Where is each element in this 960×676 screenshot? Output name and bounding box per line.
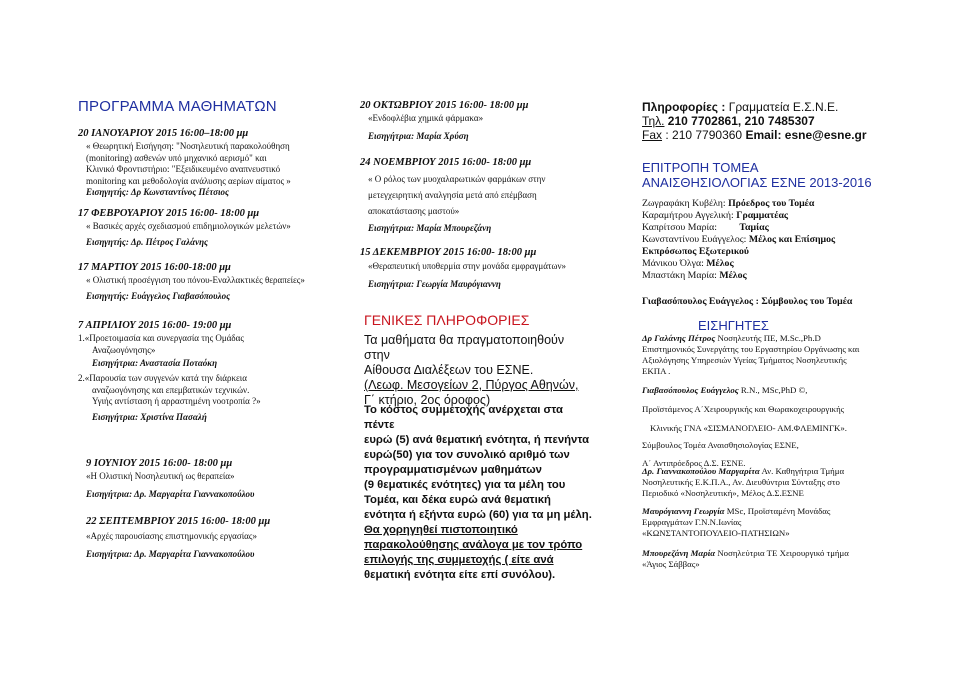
- bio-line: «Άγιος Σάββας»: [642, 559, 700, 569]
- session-topic: « Βασικές αρχές σχεδιασμού επιδημιολογικών μελετών»: [86, 221, 291, 231]
- session-nov: [360, 157, 592, 233]
- session-jun: [78, 458, 306, 499]
- tel-value: 210 7702861, 210 7485307: [664, 114, 815, 128]
- cost-line: ευρώ (5) ανά θεματική ενότητα, ή πενήντα: [364, 434, 590, 446]
- cost-line: (9 θεματικές ενότητες) για τα μέλη του: [364, 479, 566, 491]
- member-row: [642, 270, 874, 282]
- bio-line: «ΚΩΝΣΤΑΝΤΟΠΟΥΛΕΙΟ-ΠΑΤΗΣΙΩΝ»: [642, 528, 790, 538]
- venue-line: Αίθουσα Διαλέξεων του ΕΣΝΕ.: [364, 363, 534, 377]
- tel-line: [642, 114, 874, 128]
- committee-title: [642, 160, 874, 190]
- session-mar: [78, 262, 306, 301]
- cost-line: θεματική ενότητα είτε επί συνόλου).: [364, 569, 556, 581]
- session-speaker: Εισηγήτρια: Μαρία Μπουρεζάνη: [368, 223, 492, 233]
- session-jan: [78, 128, 306, 197]
- member-row: [642, 296, 874, 308]
- bio-line: [642, 384, 874, 397]
- topic-line: « Θεωρητική Εισήγηση: "Νοσηλευτική παρακολούθηση: [86, 141, 290, 151]
- session-speaker: Εισηγήτρια: Μαρία Χρύση: [368, 130, 469, 141]
- speaker-name: Γιαβασόπουλος Ευάγγελος: [642, 385, 739, 395]
- session-speaker: Εισηγήτρια: Αναστασία Ποταόκη: [92, 358, 218, 368]
- cost-line: ευρώ(50) για τον συνολικό αριθμό των: [364, 449, 570, 461]
- speaker-bio-galanis: [642, 333, 874, 377]
- member-row: [642, 210, 874, 222]
- fax-value: : 210 7790360: [662, 128, 746, 142]
- session-topic: « Ολιστική προσέγγιση του πόνου-Εναλλακτικές θεραπείες»: [86, 275, 305, 285]
- bio-line: Σύμβουλος Τομέα Αναισθησιολογίας ΕΣΝΕ,: [642, 440, 799, 450]
- committee-title-line: ΑΝΑΙΣΘΗΣΙΟΛΟΓΙΑΣ ΕΣΝΕ 2013-2016: [642, 175, 872, 190]
- member-name: Κωνσταντίνου Ευάγγελος:: [642, 234, 749, 245]
- speaker-name: Μαυρόγιαννη Γεωργία: [642, 506, 725, 516]
- session-date: 20 ΟΚΤΩΒΡΙΟΥ 2015 16:00- 18:00 μμ: [360, 100, 529, 111]
- member-role: Γραμματέας: [736, 210, 789, 221]
- bio-line: [642, 333, 874, 344]
- cost-line: επιλογής της συμμετοχής ( είτε ανά: [364, 554, 554, 566]
- topic-line: « Ο ρόλος των μυοχαλαρωτικών φαρμάκων στην: [368, 174, 546, 184]
- topic-line: Υγιής αντίσταση ή αρραστημένη νοοτροπία ?»: [92, 396, 261, 406]
- session-dec: [360, 247, 592, 289]
- cost-line: ενότητα ή εξήντα ευρώ (60) για τα μη μέλη.: [364, 509, 592, 521]
- topic-line: 1.«Προετοιμασία και συνεργασία της Ομάδας: [78, 333, 244, 343]
- member-name: Καραμήτρου Αγγελική:: [642, 210, 737, 221]
- info-value: Γραμματεία Ε.Σ.Ν.Ε.: [725, 100, 839, 114]
- member-name: Ζωγραφάκη Κυβέλη:: [642, 198, 729, 209]
- session-topic: «Η Ολιστική Νοσηλευτική ως θεραπεία»: [86, 471, 235, 481]
- member-role: Εκπρόσωπος Εξωτερικού: [642, 246, 750, 257]
- member-name: Γιαβασόπουλος Ευάγγελος :: [642, 296, 762, 307]
- tel-label: Τηλ.: [642, 114, 665, 128]
- session-topic: [78, 333, 306, 356]
- member-name: Μάνικου Όλγα:: [642, 258, 707, 269]
- bio-line: Κλινικής ΓΝΑ «ΣΙΣΜΑΝΟΓΛΕΙΟ- ΑΜ.ΦΛΕΜΙΝΓΚ».: [650, 423, 847, 433]
- session-apr: [78, 320, 306, 422]
- topic-line: Αναζωογόνησης»: [92, 344, 156, 355]
- program-title: ΠΡΟΓΡΑΜΜΑ ΜΑΘΗΜΑΤΩΝ: [78, 98, 277, 115]
- session-speaker: Εισηγητής: Δρ Κωνσταντίνος Πέτσιος: [86, 187, 229, 197]
- info-line: [642, 100, 874, 114]
- session-topic: [360, 171, 592, 219]
- contact-block: [642, 100, 874, 142]
- bio-text: MSc, Προϊσταμένη Μονάδας: [724, 506, 831, 516]
- session-date: 24 ΝΟΕΜΒΡΙΟΥ 2015 16:00- 18:00 μμ: [360, 157, 532, 168]
- bio-text: R.N., MSc,PhD ©,: [738, 385, 808, 395]
- session-topic: «Θεραπευτική υποθερμία στην μονάδα εμφραγμάτων»: [368, 261, 567, 271]
- cost-line: Το κόστος συμμετοχής ανέρχεται στα πέντε: [364, 404, 563, 431]
- venue-line: (Λεωφ. Μεσογείων 2, Πύργος Αθηνών,: [364, 378, 579, 392]
- member-row: [642, 222, 874, 234]
- bio-line: [642, 548, 874, 559]
- speaker-name: Δρ. Γιαννακοπούλου Μαργαρίτα: [642, 466, 760, 476]
- session-topic: [78, 373, 306, 408]
- session-date: 15 ΔΕΚΕΜΒΡΙΟΥ 2015 16:00- 18:00 μμ: [360, 247, 537, 258]
- session-date: 22 ΣΕΠΤΕΜΒΡΙΟΥ 2015 16:00- 18:00 μμ: [86, 516, 271, 527]
- session-speaker: Εισηγητής: Ευάγγελος Γιαβασόπουλος: [86, 290, 231, 301]
- session-speaker: Εισηγήτρια: Γεωργία Μαυρόγιαννη: [368, 278, 501, 289]
- cost-line: προγραμματισμένων μαθημάτων: [364, 464, 542, 476]
- info-label: Πληροφορίες :: [642, 100, 726, 114]
- venue-line: Γ΄ κτήριο, 2ος όροφος): [364, 393, 491, 407]
- bio-text: Αν. Καθηγήτρια Τμήμα: [759, 466, 845, 476]
- bio-line: Α΄ Αντιπρόεδρος Δ.Σ. ΕΣΝΕ.: [642, 458, 746, 468]
- bio-line: Αξιολόγησης Υπηρεσιών Υγείας Τμήματος Νοσηλευτικής: [642, 355, 847, 365]
- topic-line: (monitoring) ασθενών υπό μηχανικό αερισμό" και: [86, 152, 267, 163]
- topic-line: μετεγχειρητική αναλγησία μετά από επέμβαση: [368, 190, 537, 200]
- session-sep: [78, 516, 306, 559]
- email-link[interactable]: Email: esne@esne.gr: [745, 128, 867, 142]
- speaker-name: Δρ Γαλάνης Πέτρος: [642, 333, 716, 343]
- topic-line: Κλινικό Φροντιστήριο: "Εξειδικευμένο αναπνευστικό: [86, 164, 281, 174]
- bio-line: Επιστημονικός Συνεργάτης του Εργαστηρίου Οργάνωσης και: [642, 344, 860, 354]
- speaker-bio-mavrogianni: [642, 506, 874, 539]
- session-speaker: Εισηγήτρια: Δρ. Μαργαρίτα Γιαννακοπούλου: [86, 488, 255, 499]
- session-date: 7 ΑΠΡΙΛΙΟΥ 2015 16:00- 19:00 μμ: [78, 320, 232, 331]
- venue-line: Τα μαθήματα θα πραγματοποιηθούν στην: [364, 333, 565, 362]
- bio-line: [642, 466, 874, 477]
- member-row: [642, 198, 874, 210]
- cost-line: Τομέα, και δέκα ευρώ ανά θεματική: [364, 494, 551, 506]
- bio-line: Περιοδικό «Νοσηλευτική», Μέλος Δ.Σ.ΕΣΝΕ: [642, 488, 804, 498]
- speaker-bio-bourezani: [642, 548, 874, 570]
- general-info-title: ΓΕΝΙΚΕΣ ΠΛΗΡΟΦΟΡΙΕΣ: [364, 312, 530, 328]
- member-row: [642, 234, 874, 246]
- session-date: 17 ΜΑΡΤΙΟΥ 2015 16:00-18:00 μμ: [78, 262, 231, 273]
- committee-title-line: ΕΠΙΤΡΟΠΗ ΤΟΜΕΑ: [642, 160, 759, 175]
- topic-line: αναζωογόνησης και επεμβατικών τεχνικών.: [92, 384, 250, 395]
- member-row: [642, 258, 874, 270]
- session-date: 20 ΙΑΝΟΥΑΡΙΟΥ 2015 16:00–18:00 μμ: [78, 128, 249, 139]
- session-speaker: Εισηγήτρια: Χριστίνα Πασαλή: [92, 411, 207, 422]
- bio-line: ΕΚΠΑ .: [642, 366, 671, 376]
- fax-label: Fax: [642, 128, 663, 142]
- speaker-bio-giavasopoulos: [642, 384, 874, 470]
- cost-line: Θα χορηγηθεί πιστοποιητικό: [364, 524, 518, 536]
- member-role: Μέλος: [719, 270, 747, 281]
- bio-line: [642, 506, 874, 517]
- session-topic: «Αρχές παρουσίασης επιστημονικής εργασίας»: [86, 531, 257, 541]
- member-role: Μέλος και Επίσημος: [748, 234, 836, 245]
- topic-line: monitoring και μεθοδολογία ανάλυσης αερίων αίματος »: [86, 175, 291, 186]
- speakers-title: ΕΙΣΗΓΗΤΕΣ: [698, 318, 769, 333]
- member-name: Καπρίτσου Μαρία:: [642, 222, 720, 233]
- session-topic: [78, 141, 306, 187]
- fax-line: [642, 128, 874, 142]
- member-role: Μέλος: [706, 258, 734, 269]
- cost-text: [364, 403, 592, 583]
- member-name: Μπαστάκη Μαρία:: [642, 270, 720, 281]
- bio-text: Νοσηλευτής ΠΕ, M.Sc.,Ph.D: [715, 333, 821, 343]
- session-date: 9 ΙΟΥΝΙΟΥ 2015 16:00- 18:00 μμ: [86, 458, 233, 469]
- topic-line: αποκατάστασης μαστού»: [368, 206, 460, 216]
- member-role: Ταμίας: [739, 222, 769, 233]
- bio-line: Προϊστάμενος Α΄Χειρουργικής και Θωρακοχειρουργικής: [642, 404, 845, 414]
- venue-text: [364, 333, 592, 408]
- session-feb: [78, 208, 306, 247]
- member-role: Σύμβουλος του Τομέα: [761, 296, 853, 307]
- bio-line: Εμφραγμάτων Γ.Ν.Ν.Ιωνίας: [642, 517, 742, 527]
- session-speaker: Εισηγητής: Δρ. Πέτρος Γαλάνης: [86, 236, 209, 247]
- session-date: 17 ΦΕΒΡΟΥΑΡΙΟΥ 2015 16:00- 18:00 μμ: [78, 208, 260, 219]
- speaker-name: Μπουρεζάνη Μαρία: [642, 548, 716, 558]
- session-topic: «Ενδοφλέβια χημικά φάρμακα»: [368, 113, 484, 123]
- member-role: Πρόεδρος του Τομέα: [728, 198, 815, 209]
- topic-line: 2.«Παρουσία των συγγενών κατά την διάρκεια: [78, 373, 247, 383]
- cost-line: παρακολούθησης ανάλογα με τον τρόπο: [364, 539, 583, 551]
- session-speaker: Εισηγήτρια: Δρ. Μαργαρίτα Γιαννακοπούλου: [86, 548, 255, 559]
- session-oct: [360, 100, 592, 141]
- bio-text: Νοσηλεύτρια ΤΕ Χειρουργικό τμήμα: [715, 548, 849, 558]
- bio-line: Νοσηλευτικής Ε.Κ.Π.Α., Αν. Διευθύντρια Σύνταξης στο: [642, 477, 840, 487]
- committee-members: [642, 198, 874, 308]
- speaker-bio-giannakopoulou: [642, 466, 874, 499]
